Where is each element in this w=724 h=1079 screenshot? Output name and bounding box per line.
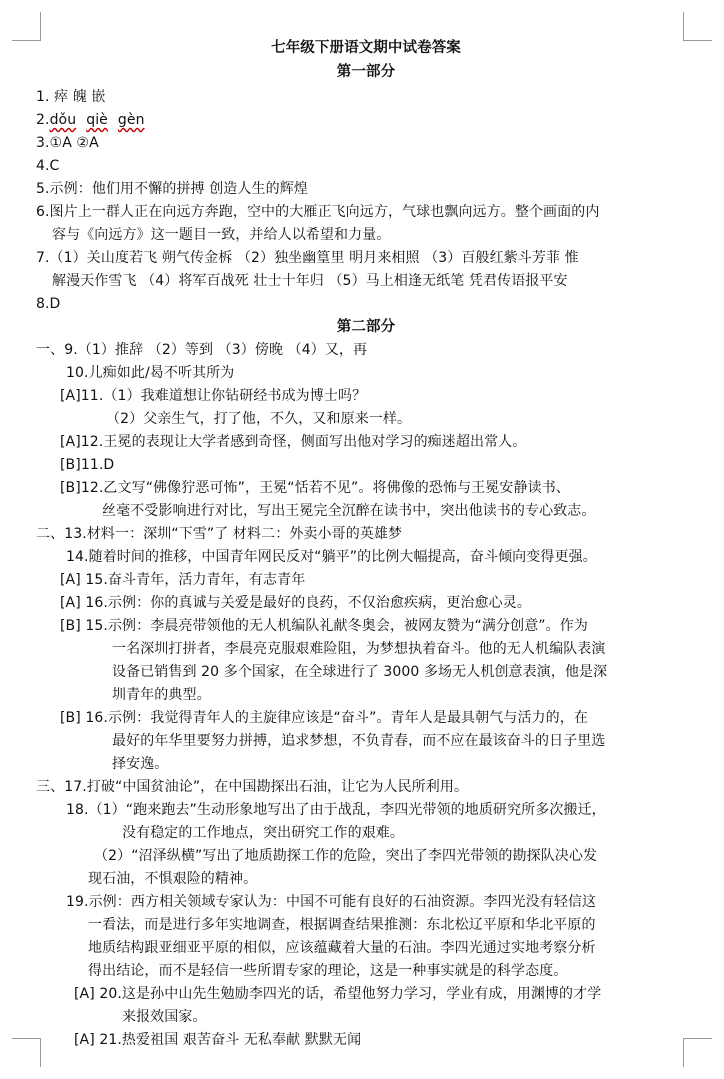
part-two-heading: 第二部分 — [336, 318, 396, 335]
group-b-answer-15-line-4: 圳青年的典型。 — [112, 687, 211, 703]
group-a-answer-15: [A] 15.奋斗青年，活力青年，有志青年 — [60, 572, 306, 588]
answer-2 — [36, 110, 155, 130]
group-a-answer-11-line-1: [A]11.（1）我难道想让你钻研经书成为博士吗？ — [60, 388, 367, 404]
section-3-answer-19-line-3: 地质结构跟亚细亚平原的相似，应该蕴藏着大量的石油。李四光通过实地考察分析 — [88, 940, 596, 956]
section-3-answer-18-2-line-2: 现石油，不惧艰险的精神。 — [88, 871, 258, 887]
group-a-answer-20-line-2: 来报效国家。 — [122, 1009, 207, 1025]
group-a-answer-20-line-1: [A] 20.这是孙中山先生勉励李四光的话，希望他努力学习，学业有成，用渊博的才学 — [74, 986, 602, 1002]
group-b-answer-16-line-2: 最好的年华里要努力拼搏，追求梦想，不负青春，而不应在最该奋斗的日子里选 — [112, 733, 606, 749]
section-3-answer-17: 三、17.打破“中国贫油论”，在中国勘探出石油，让它为人民所利用。 — [36, 779, 469, 795]
group-b-answer-16-line-3: 择安逸。 — [112, 756, 169, 772]
section-1-answer-10: 10.儿痴如此/曷不听其所为 — [66, 365, 235, 381]
group-a-answer-16: [A] 16.示例：你的真诚与关爱是最好的良药，不仅治愈疾病，更治愈心灵。 — [60, 595, 531, 611]
section-3-answer-18-2-line-1: （2）“沼泽纵横”写出了地质勘探工作的危险，突出了李四光带领的勘探队决心发 — [94, 848, 598, 864]
answer-6-line-1: 6.图片上一群人正在向远方奔跑，空中的大雁正飞向远方，气球也飘向远方。整个画面的内 — [36, 204, 600, 220]
group-a-answer-12: [A]12.王冕的表现让大学者感到奇怪，侧面写出他对学习的痴迷超出常人。 — [60, 434, 527, 450]
answer-2-number: 2. — [36, 112, 50, 128]
group-b-answer-16-line-1: [B] 16.示例：我觉得青年人的主旋律应该是“奋斗”。青年人是最具朝气与活力的，在 — [60, 710, 588, 726]
section-3-answer-19-line-1: 19.示例：西方相关领域专家认为：中国不可能有良好的石油资源。李四光没有轻信这 — [66, 894, 597, 910]
group-b-answer-15-line-1: [B] 15.示例：李晨亮带领他的无人机编队礼献冬奥会，被网友赞为“满分创意”。作为 — [60, 618, 588, 634]
group-b-answer-12-line-2: 丝毫不受影响进行对比，写出王冕完全沉醉在读书中，突出他读书的专心致志。 — [102, 503, 596, 519]
section-2-answer-13: 二、13.材料一：深圳“下雪”了 材料二：外卖小哥的英雄梦 — [36, 526, 403, 542]
answer-5: 5.示例：他们用不懈的拼搏 创造人生的辉煌 — [36, 181, 308, 197]
answer-2-pinyin-3: gèn — [117, 112, 145, 128]
answer-2-pinyin-1: dǒu — [49, 112, 77, 128]
group-b-answer-12-line-1: [B]12.乙文写“佛像狞恶可怖”，王冕“恬若不见”。将佛像的恐怖与王冕安静读书、 — [60, 480, 570, 496]
answer-1: 1. 瘁 魄 嵌 — [36, 89, 106, 105]
section-3-answer-19-line-4: 得出结论，而不是轻信一些所谓专家的理论，这是一种事实就是的科学态度。 — [88, 963, 568, 979]
section-1-answer-9: 一、9.（1）推辞 （2）等到 （3）傍晚 （4）又，再 — [36, 342, 368, 358]
section-2-answer-14: 14.随着时间的推移，中国青年网民反对“躺平”的比例大幅提高，奋斗倾向变得更强。 — [66, 549, 597, 565]
section-3-answer-19-line-2: 一看法，而是进行多年实地调查，根据调查结果推测：东北松辽平原和华北平原的 — [88, 917, 596, 933]
answer-4: 4.C — [36, 158, 60, 174]
answer-6-line-2: 容与《向远方》这一题目一致，并给人以希望和力量。 — [52, 227, 391, 243]
document-title: 七年级下册语文期中试卷答案 — [271, 39, 461, 56]
section-3-answer-18-1-line-1: 18.（1）“跑来跑去”生动形象地写出了由于战乱，李四光带领的地质研究所多次搬迁， — [66, 802, 606, 818]
group-a-answer-21: [A] 21.热爱祖国 艰苦奋斗 无私奉献 默默无闻 — [74, 1032, 362, 1048]
section-3-answer-18-1-line-2: 没有稳定的工作地点，突出研究工作的艰难。 — [122, 825, 404, 841]
page-corner-mark-top-left — [12, 12, 41, 41]
part-one-heading: 第一部分 — [336, 63, 396, 80]
group-b-answer-15-line-2: 一名深圳打拼者，李晨亮克服艰难险阻，为梦想执着奋斗。他的无人机编队表演 — [112, 641, 606, 657]
page-corner-mark-bottom-left — [12, 1038, 41, 1067]
group-b-answer-15-line-3: 设备已销售到 20 多个国家，在全球进行了 3000 多场无人机创意表演，他是深 — [112, 664, 608, 680]
answer-7-line-2: 解漫天作雪飞 （4）将军百战死 壮士十年归 （5）马上相逢无纸笔 凭君传语报平安 — [52, 273, 568, 289]
answer-2-pinyin-2: qiè — [86, 112, 108, 128]
group-b-answer-11: [B]11.D — [60, 457, 115, 473]
answer-8: 8.D — [36, 296, 61, 312]
answer-7-line-1: 7.（1）关山度若飞 朔气传金柝 （2）独坐幽篁里 明月来相照 （3）百般红紫斗芳菲 惟 — [36, 250, 579, 266]
page-corner-mark-bottom-right — [683, 1038, 712, 1067]
page-corner-mark-top-right — [683, 12, 712, 41]
group-a-answer-11-line-2: （2）父亲生气，打了他，不久，又和原来一样。 — [106, 411, 412, 427]
answer-3: 3.①A ②A — [36, 135, 99, 151]
